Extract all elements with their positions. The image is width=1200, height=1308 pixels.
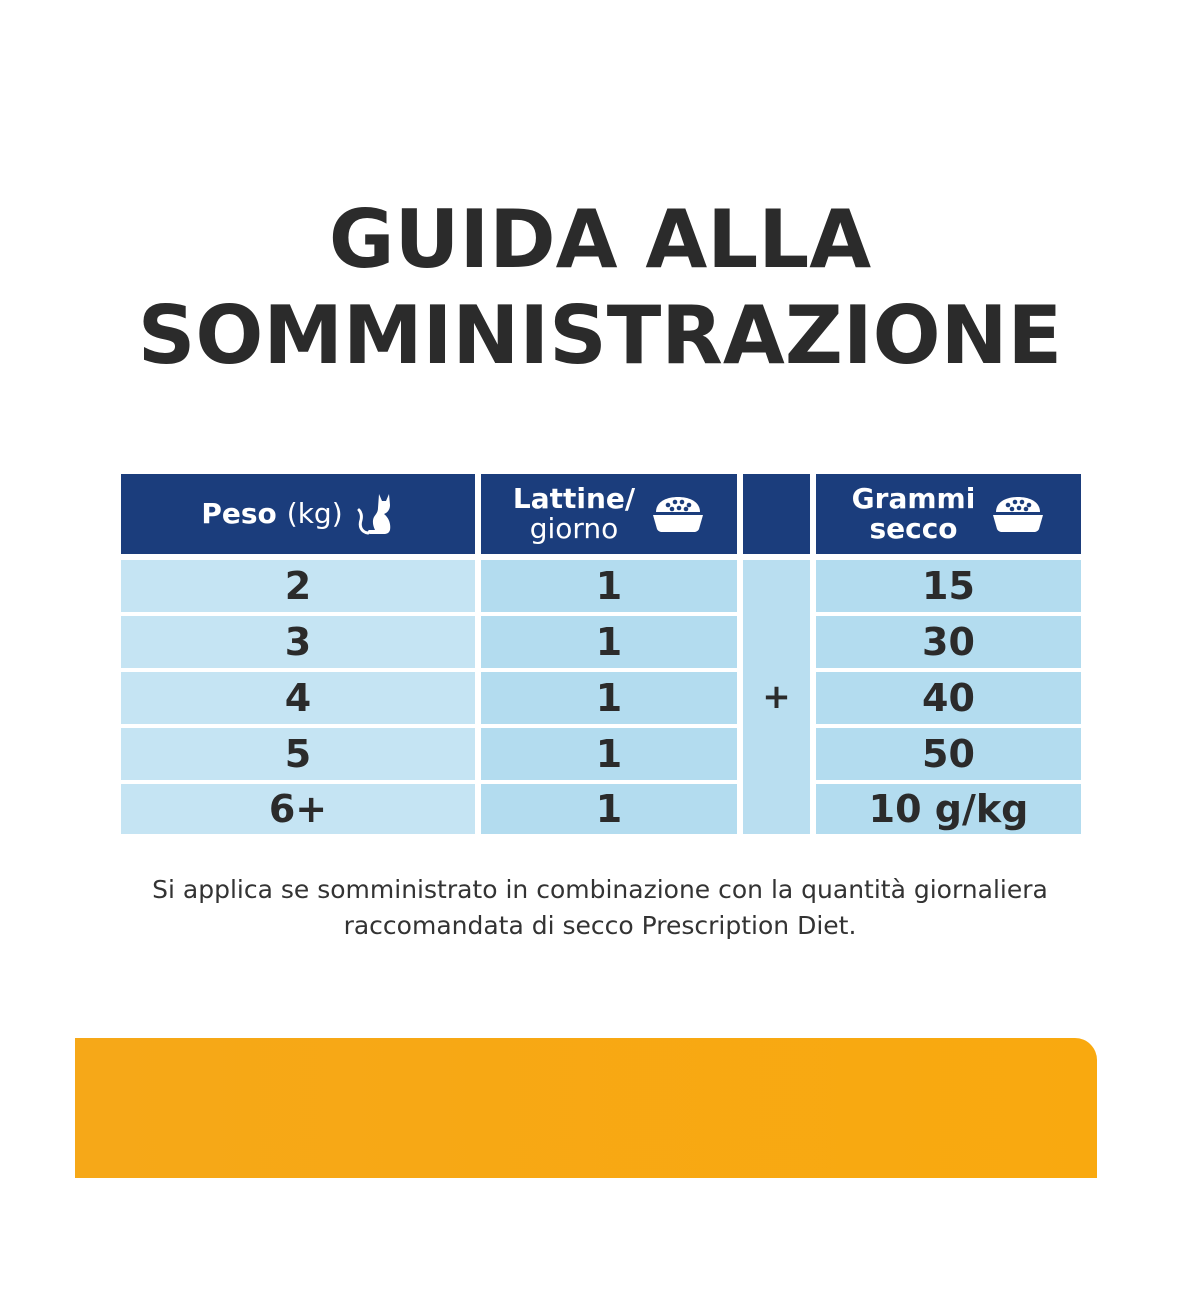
cell-cans: 1 [481,672,737,724]
cell-weight: 3 [121,616,475,668]
cell-dry: 10 g/kg [816,784,1081,834]
header-dry-line2: secco [869,512,958,545]
cell-dry: 50 [816,728,1081,780]
plus-column [743,560,810,834]
header-dry-line1: Grammi [851,482,976,515]
cell-cans: 1 [481,728,737,780]
cell-dry: 40 [816,672,1081,724]
title-line-2: SOMMINISTRAZIONE [137,289,1063,382]
cell-weight: 6+ [121,784,475,834]
header-plus [743,474,810,554]
cell-cans: 1 [481,560,737,612]
cell-cans: 1 [481,616,737,668]
cell-cans: 1 [481,784,737,834]
footnote-line-2: raccomandata di secco Prescription Diet. [343,911,857,940]
header-weight-label: Peso [201,497,277,530]
plus-sign: + [762,677,791,717]
header-cans [481,474,737,554]
cell-weight: 2 [121,560,475,612]
cell-weight: 5 [121,728,475,780]
food-bowl-icon [651,494,705,534]
footnote [0,872,1200,944]
orange-banner [75,1038,1097,1178]
cell-dry: 30 [816,616,1081,668]
food-bowl-icon [991,494,1045,534]
header-weight-unit: (kg) [286,497,343,530]
header-cans-line2: giorno [529,512,619,545]
page-title [0,192,1200,384]
footnote-line-1: Si applica se somministrato in combinazione con la quantità giornaliera [152,875,1048,904]
header-dry [816,474,1081,554]
feeding-table [121,474,1081,834]
cell-dry: 15 [816,560,1081,612]
cell-weight: 4 [121,672,475,724]
title-line-1: GUIDA ALLA [328,193,872,286]
header-weight [121,474,475,554]
header-cans-line1: Lattine/ [512,482,636,515]
cat-icon [357,492,395,536]
